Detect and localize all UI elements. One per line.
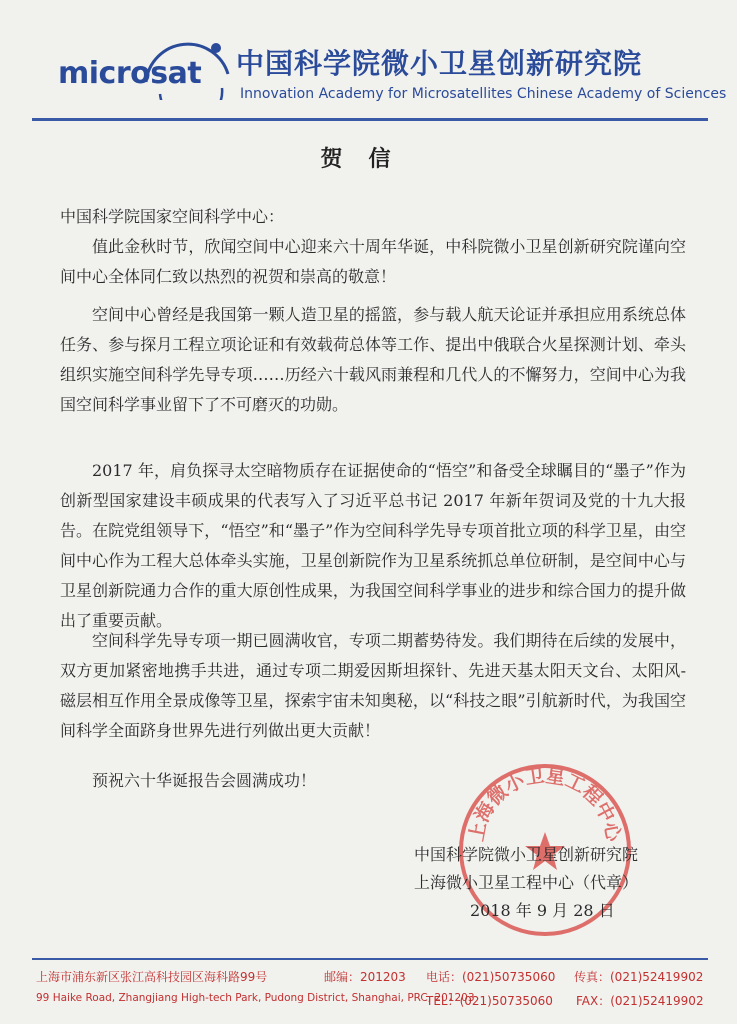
signature-date: 2018 年 9 月 28 日 [470,901,615,920]
paragraph-2: 空间中心曾经是我国第一颗人造卫星的摇篮，参与载人航天论证并承担应用系统总体任务、参与探月工程立项论证和有效载荷总体等工作、提出中俄联合火星探测计划、牵头组织实施空间科学先导专项……历经六十载风雨兼程和几代人的不懈努力，空间中心为我国空间科学事业留下了不可磨灭的功勋。 [60,305,686,414]
seal-text: 上海微小卫星工程中心 [465,764,625,844]
institution-name-en: Innovation Academy for Microsatellites Chinese Academy of Sciences [240,86,727,102]
footer-fax-cn: 传真：(021)52419902 [574,970,704,984]
paragraph-5: 预祝六十华诞报告会圆满成功！ [92,771,317,790]
footer-divider [32,958,708,960]
footer-phone-en: TEL：(021)50735060 [426,994,553,1008]
paragraph-1: 值此金秋时节，欣闻空间中心迎来六十周年华诞，中科院微小卫星创新研究院谨向空间中心全体同仁致以热烈的祝贺和崇高的敬意！ [60,237,686,286]
paragraph-3: 2017 年，肩负探寻太空暗物质存在证据使命的“悟空”和备受全球瞩目的“墨子”作为创新型国家建设丰硕成果的代表写入了习近平总书记 2017 年新年贺词及党的十九大报告。在院党组领导下，“悟空”和“墨子”作为空间科学先导专项首批立项的科学卫星，由空间中心作为工程大总体牵头实施，卫星创新院作为卫星系统抓总单位研制，是空间中心与卫星创新院通力合作的重大原创性成果，为我国空间科学事业的进步和综合国力的提升做出了重要贡献。 [60,461,686,630]
header-divider [32,118,708,121]
footer-postcode-cn: 邮编：201203 [324,970,406,984]
salutation: 中国科学院国家空间科学中心： [60,207,285,226]
footer-address-en: 99 Haike Road, Zhangjiang High-tech Park, Pudong District, Shanghai, PRC, 201203 [36,992,475,1004]
footer-address-cn: 上海市浦东新区张江高科技园区海科路99号 [36,970,268,984]
svg-text:上海微小卫星工程中心 [465,765,625,844]
signature-org-1: 中国科学院微小卫星创新研究院 [414,845,639,864]
footer-fax-en: FAX：(021)52419902 [576,994,704,1008]
microsat-logo [58,40,218,110]
institution-name-cn: 中国科学院微小卫星创新研究院 [236,47,643,80]
logo-text: microsat [58,56,202,91]
paragraph-4: 空间科学先导专项一期已圆满收官，专项二期蓄势待发。我们期待在后续的发展中，双方更加紧密地携手共进，通过专项二期爱因斯坦探针、先进天基太阳天文台、太阳风-磁层相互作用全景成像等卫星，探索宇宙未知奥秘，以“科技之眼”引航新时代，为我国空间科学全面跻身世界先进行列做出更大贡献！ [60,631,686,740]
footer-phone-cn: 电话：(021)50735060 [426,970,556,984]
letter-title: 贺信 [320,146,417,172]
signature-org-2: 上海微小卫星工程中心（代章） [414,873,639,892]
